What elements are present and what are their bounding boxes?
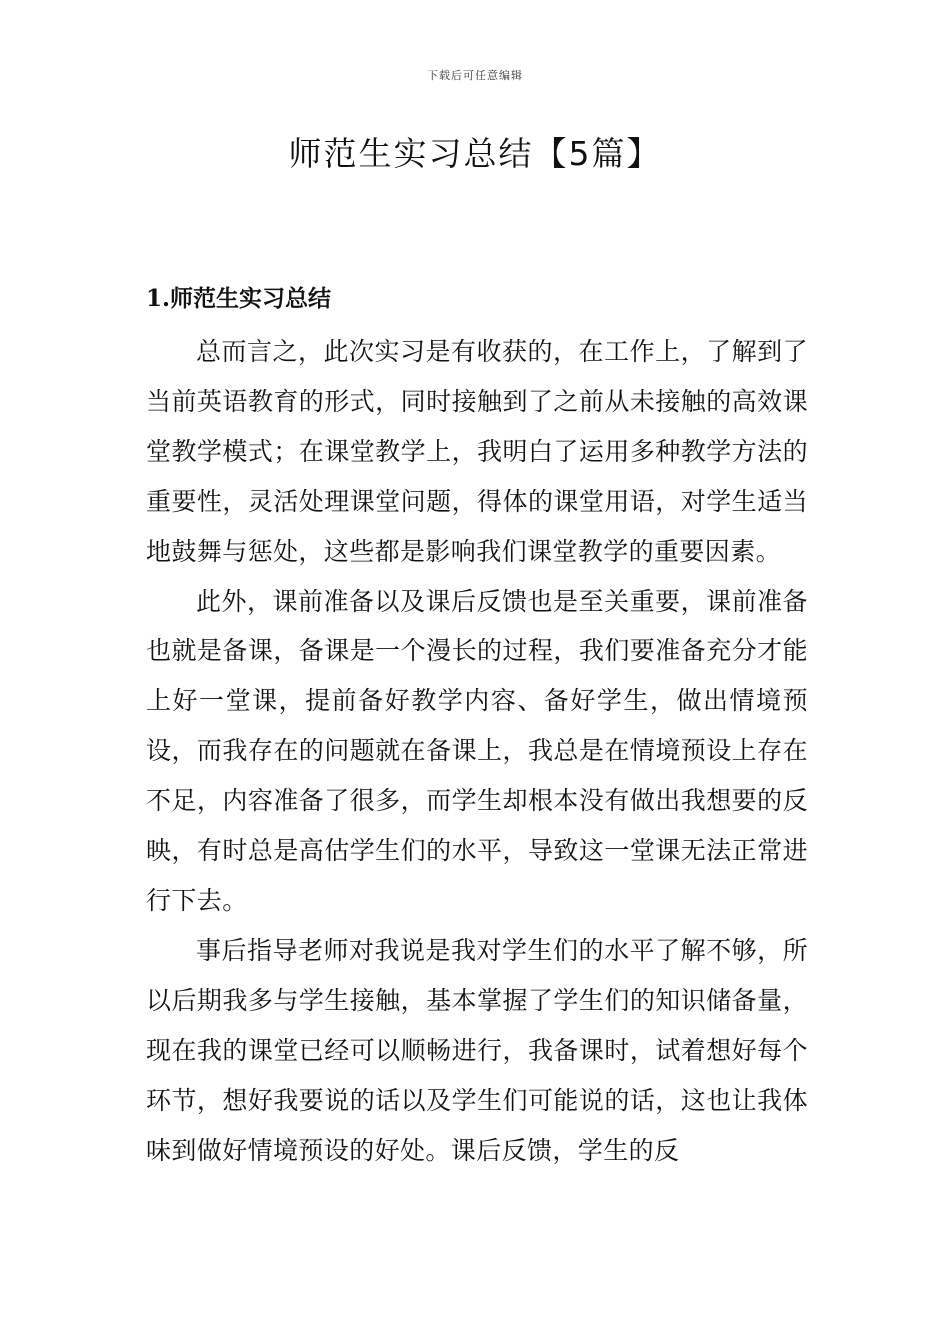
body-text (146, 327, 808, 1175)
paragraph: 事后指导老师对我说是我对学生们的水平了解不够，所以后期我多与学生接触，基本掌握了学生们的知识储备量，现在我的课堂已经可以顺畅进行，我备课时，试着想好每个环节，想好我要说的话以及学生们可能说的话，这也让我体味到做好情境预设的好处。课后反馈，学生的反 (146, 935, 808, 1165)
section-heading: 1.师范生实习总结 (146, 285, 332, 312)
paragraph: 此外，课前准备以及课后反馈也是至关重要，课前准备也就是备课，备课是一个漫长的过程，我们要准备充分才能上好一堂课，提前备好教学内容、备好学生，做出情境预设，而我存在的问题就在备课上，我总是在情境预设上存在不足，内容准备了很多，而学生却根本没有做出我想要的反映，有时总是高估学生们的水平，导致这一堂课无法正常进行下去。 (146, 586, 808, 915)
header-note: 下载后可任意编辑 (427, 69, 523, 82)
page-title: 师范生实习总结【5篇】 (288, 134, 662, 173)
paragraph: 总而言之，此次实习是有收获的，在工作上，了解到了当前英语教育的形式，同时接触到了之前从未接触的高效课堂教学模式；在课堂教学上，我明白了运用多种教学方法的重要性，灵活处理课堂问题，得体的课堂用语，对学生适当地鼓舞与惩处，这些都是影响我们课堂教学的重要因素。 (146, 337, 808, 566)
